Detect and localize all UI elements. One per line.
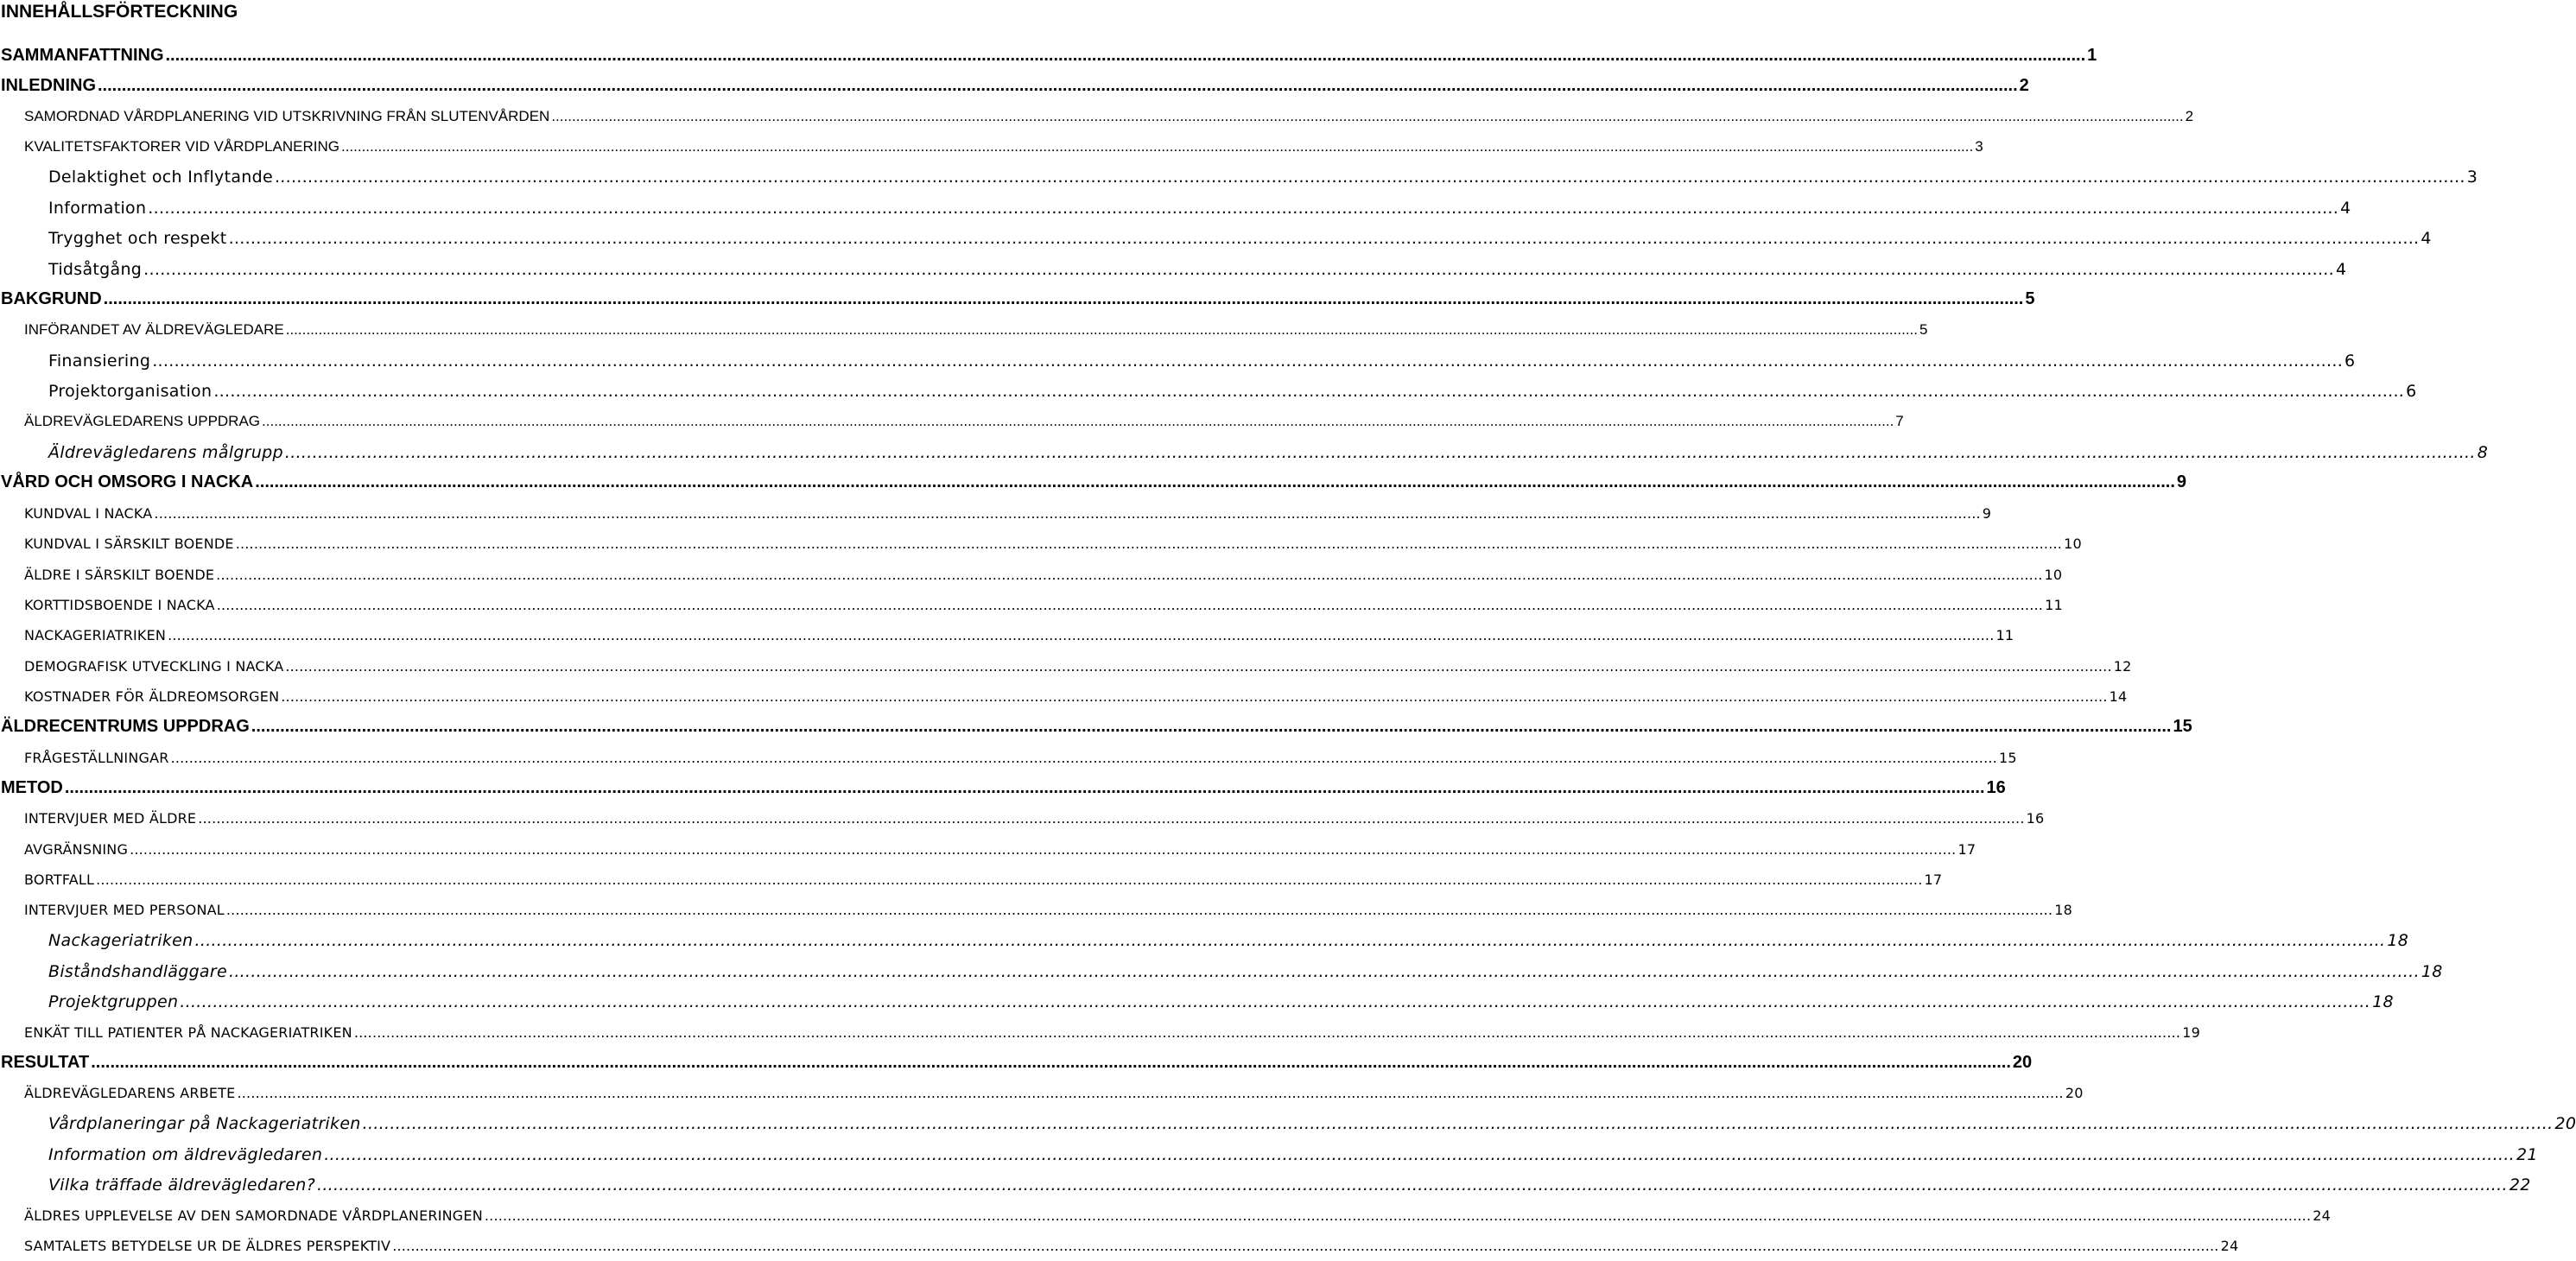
toc-entry-page-number: 16: [2026, 810, 2045, 827]
dot-leader: ................................................................................................................................................................................................................................................................................................................................................................................................................: [148, 198, 2339, 218]
toc-entry[interactable]: [24, 743, 2017, 772]
toc-entry-page-number: 18: [2372, 992, 2394, 1011]
dot-leader: ................................................................................................................................................................................................................................................................................................................................................................................................................: [284, 442, 2476, 462]
toc-entry-label: Vilka träffade äldrevägledaren?: [48, 1175, 315, 1194]
toc-entry[interactable]: [24, 407, 1904, 436]
dot-leader: ................................................................................................................................................................................................................................................................................................................................................................................................................: [255, 472, 2175, 492]
toc-entry-label: AVGRÄNSNING: [24, 840, 129, 858]
toc-entry[interactable]: [24, 1232, 2239, 1261]
toc-entry-label: RESULTAT: [1, 1053, 90, 1072]
toc-entry-page-number: 24: [2313, 1207, 2332, 1224]
toc-entry[interactable]: [24, 651, 2132, 681]
toc-entry-page-number: 20: [2065, 1085, 2084, 1102]
toc-entry-label: Projektorganisation: [48, 381, 213, 401]
toc-entry[interactable]: [24, 834, 1976, 864]
dot-leader: ................................................................................................................................................................................................................................................................................................................................................................................................................: [228, 229, 2420, 249]
toc-entry-page-number: 15: [1998, 749, 2017, 766]
toc-entry-label: ÄLDRES UPPLEVELSE AV DEN SAMORDNADE VÅRDPLANERINGEN: [24, 1207, 483, 1224]
dot-leader: ................................................................................................................................................................................................................................................................................................................................................................................................................: [96, 871, 1923, 888]
toc-entry-page-number: 11: [1995, 627, 2014, 644]
toc-entry-label: ÄLDRE I SÄRSKILT BOENDE: [24, 566, 215, 583]
toc-entry[interactable]: [48, 1170, 2531, 1200]
toc-entry-label: SAMMANFATTNING: [1, 45, 164, 65]
toc-entry[interactable]: [48, 957, 2443, 986]
dot-leader: ................................................................................................................................................................................................................................................................................................................................................................................................................: [64, 777, 1985, 797]
toc-entry-label: ÄLDREVÄGLEDARENS ARBETE: [24, 1085, 236, 1102]
toc-entry-page-number: 17: [1924, 871, 1943, 888]
dot-leader: ................................................................................................................................................................................................................................................................................................................................................................................................................: [340, 138, 1974, 155]
toc-entry[interactable]: [48, 255, 2347, 284]
toc-entry-page-number: 9: [1982, 504, 1992, 522]
toc-entry-label: Biståndshandläggare: [48, 961, 227, 981]
toc-entry-label: ÄLDREVÄGLEDARENS UPPDRAG: [24, 413, 261, 430]
dot-leader: ................................................................................................................................................................................................................................................................................................................................................................................................................: [165, 45, 2086, 65]
toc-entry-page-number: 21: [2516, 1144, 2538, 1164]
toc-entry-label: KOSTNADER FÖR ÄLDREOMSORGEN: [24, 688, 280, 705]
toc-entry-page-number: 16: [1986, 777, 2006, 797]
dot-leader: ................................................................................................................................................................................................................................................................................................................................................................................................................: [152, 351, 2344, 371]
toc-entry-page-number: 4: [2336, 259, 2347, 279]
toc-entry-page-number: 4: [2421, 229, 2432, 249]
dot-leader: ................................................................................................................................................................................................................................................................................................................................................................................................................: [285, 657, 2112, 675]
toc-entry-label: Nackageriatriken: [48, 931, 194, 951]
toc-entry[interactable]: [24, 132, 1983, 162]
toc-entry-label: BORTFALL: [24, 871, 95, 888]
toc-entry-label: INTERVJUER MED PERSONAL: [24, 902, 225, 919]
toc-entry-label: FRÅGESTÄLLNINGAR: [24, 749, 169, 766]
toc-entry[interactable]: [1, 71, 2029, 100]
page-title: INNEHÅLLSFÖRTECKNING: [1, 2, 238, 22]
toc-entry[interactable]: [1, 468, 2187, 497]
toc-entry[interactable]: [24, 560, 2063, 589]
toc-entry-label: INFÖRANDET AV ÄLDREVÄGLEDARE: [24, 321, 284, 339]
toc-entry-label: Delaktighet och Inflytande: [48, 168, 273, 187]
toc-entry[interactable]: [1, 41, 2097, 70]
toc-entry[interactable]: [48, 162, 2478, 192]
dot-leader: ................................................................................................................................................................................................................................................................................................................................................................................................................: [170, 749, 1997, 766]
toc-entry-label: ENKÄT TILL PATIENTER PÅ NACKAGERIATRIKEN: [24, 1023, 352, 1041]
toc-entry[interactable]: [1, 713, 2192, 742]
dot-leader: ................................................................................................................................................................................................................................................................................................................................................................................................................: [274, 168, 2465, 187]
toc-entry-label: KORTTIDSBOENDE I NACKA: [24, 596, 215, 613]
toc-entry-label: KUNDVAL I NACKA: [24, 504, 153, 522]
toc-entry-label: Information om äldrevägledaren: [48, 1144, 323, 1164]
toc-entry-page-number: 6: [2406, 381, 2417, 401]
dot-leader: ................................................................................................................................................................................................................................................................................................................................................................................................................: [228, 961, 2420, 981]
toc-entry-page-number: 20: [2554, 1114, 2576, 1134]
toc-entry[interactable]: [48, 1140, 2538, 1169]
toc-entry-page-number: 3: [2466, 168, 2478, 187]
toc-entry-label: Finansiering: [48, 351, 151, 371]
dot-leader: ................................................................................................................................................................................................................................................................................................................................................................................................................: [216, 596, 2044, 613]
toc-entry-label: Äldrevägledarens målgrupp: [48, 442, 283, 462]
toc-entry-label: ÄLDRECENTRUMS UPPDRAG: [1, 717, 250, 737]
toc-entry[interactable]: [24, 1079, 2084, 1108]
toc-entry-page-number: 3: [1975, 138, 1983, 155]
toc-entry-page-number: 18: [2054, 902, 2073, 919]
dot-leader: ................................................................................................................................................................................................................................................................................................................................................................................................................: [154, 504, 1981, 522]
dot-leader: ................................................................................................................................................................................................................................................................................................................................................................................................................: [353, 1023, 2181, 1041]
toc-entry-page-number: 2: [2185, 107, 2194, 124]
toc-entry-page-number: 5: [2025, 289, 2035, 309]
toc-entry[interactable]: [24, 1201, 2332, 1230]
toc-entry-label: Projektgruppen: [48, 992, 179, 1011]
toc-entry[interactable]: [24, 896, 2073, 925]
toc-entry-label: Vårdplaneringar på Nackageriatriken: [48, 1114, 361, 1134]
toc-entry-label: VÅRD OCH OMSORG I NACKA: [1, 472, 254, 492]
toc-entry[interactable]: [48, 224, 2432, 253]
toc-entry-page-number: 22: [2509, 1175, 2531, 1194]
toc-entry-page-number: 10: [2044, 566, 2063, 583]
toc-entry-page-number: 7: [1895, 413, 1904, 430]
toc-entry-label: SAMTALETS BETYDELSE UR DE ÄLDRES PERSPEKTIV: [24, 1238, 391, 1255]
toc-entry-page-number: 5: [1919, 321, 1928, 339]
dot-leader: ................................................................................................................................................................................................................................................................................................................................................................................................................: [91, 1053, 2011, 1072]
dot-leader: ................................................................................................................................................................................................................................................................................................................................................................................................................: [235, 535, 2063, 553]
dot-leader: ................................................................................................................................................................................................................................................................................................................................................................................................................: [484, 1207, 2312, 1224]
dot-leader: ................................................................................................................................................................................................................................................................................................................................................................................................................: [194, 931, 2386, 951]
toc-entry[interactable]: [24, 681, 2128, 711]
toc-entry[interactable]: [24, 315, 1928, 345]
toc-entry-page-number: 12: [2113, 657, 2132, 675]
toc-entry-label: NACKAGERIATRIKEN: [24, 627, 167, 644]
toc-entry[interactable]: [48, 193, 2351, 223]
dot-leader: ................................................................................................................................................................................................................................................................................................................................................................................................................: [168, 627, 1995, 644]
toc-entry-page-number: 19: [2182, 1023, 2200, 1041]
toc-entry[interactable]: [24, 529, 2082, 559]
toc-entry-page-number: 1: [2087, 45, 2097, 65]
dot-leader: ................................................................................................................................................................................................................................................................................................................................................................................................................: [237, 1085, 2064, 1102]
dot-leader: ................................................................................................................................................................................................................................................................................................................................................................................................................: [251, 717, 2172, 737]
toc-entry-page-number: 10: [2064, 535, 2082, 553]
dot-leader: ................................................................................................................................................................................................................................................................................................................................................................................................................: [551, 107, 2184, 124]
toc-entry-page-number: 18: [2387, 931, 2409, 951]
toc-entry-page-number: 20: [2012, 1053, 2033, 1072]
toc-entry[interactable]: [1, 285, 2035, 314]
dot-leader: ................................................................................................................................................................................................................................................................................................................................................................................................................: [180, 992, 2371, 1011]
toc-entry-label: METOD: [1, 777, 63, 797]
toc-entry[interactable]: [48, 1109, 2576, 1138]
toc-entry-label: INLEDNING: [1, 75, 96, 95]
dot-leader: ................................................................................................................................................................................................................................................................................................................................................................................................................: [198, 810, 2025, 827]
toc-entry[interactable]: [24, 621, 2014, 650]
toc-entry-page-number: 15: [2173, 717, 2192, 737]
toc-entry-label: SAMORDNAD VÅRDPLANERING VID UTSKRIVNING FRÅN SLUTENVÅRDEN: [24, 107, 550, 124]
toc-entry-page-number: 14: [2109, 688, 2128, 705]
toc-entry[interactable]: [1, 1049, 2033, 1078]
toc-entry-page-number: 9: [2176, 472, 2187, 492]
dot-leader: ................................................................................................................................................................................................................................................................................................................................................................................................................: [262, 413, 1894, 430]
dot-leader: ................................................................................................................................................................................................................................................................................................................................................................................................................: [143, 259, 2334, 279]
toc-entry-label: DEMOGRAFISK UTVECKLING I NACKA: [24, 657, 284, 675]
dot-leader: ................................................................................................................................................................................................................................................................................................................................................................................................................: [317, 1175, 2508, 1194]
toc-entry-page-number: 11: [2045, 596, 2063, 613]
toc-entry-page-number: 2: [2019, 75, 2029, 95]
toc-entry[interactable]: [1, 773, 2006, 802]
toc-entry[interactable]: [48, 377, 2417, 406]
toc-entry[interactable]: [24, 498, 1992, 528]
toc-entry[interactable]: [48, 987, 2394, 1017]
toc-entry-label: Tidsåtgång: [48, 259, 143, 279]
toc-entry-label: Information: [48, 198, 147, 218]
dot-leader: ................................................................................................................................................................................................................................................................................................................................................................................................................: [324, 1144, 2516, 1164]
toc-entry-label: INTERVJUER MED ÄLDRE: [24, 810, 197, 827]
toc-entry-label: Trygghet och respekt: [48, 229, 227, 249]
toc-entry[interactable]: [24, 102, 2194, 131]
toc-entry[interactable]: [24, 865, 1943, 895]
dot-leader: ................................................................................................................................................................................................................................................................................................................................................................................................................: [392, 1238, 2219, 1255]
dot-leader: ................................................................................................................................................................................................................................................................................................................................................................................................................: [213, 381, 2405, 401]
dot-leader: ................................................................................................................................................................................................................................................................................................................................................................................................................: [216, 566, 2043, 583]
dot-leader: ................................................................................................................................................................................................................................................................................................................................................................................................................: [98, 75, 2018, 95]
toc-entry[interactable]: [48, 926, 2409, 955]
toc-entry[interactable]: [24, 590, 2063, 619]
toc-entry-page-number: 17: [1957, 840, 1976, 858]
toc-entry-page-number: 18: [2421, 961, 2443, 981]
toc-entry-label: BAKGRUND: [1, 289, 102, 309]
toc-entry[interactable]: [24, 804, 2045, 833]
toc-entry[interactable]: [24, 1017, 2200, 1047]
toc-entry-page-number: 24: [2220, 1238, 2239, 1255]
dot-leader: ................................................................................................................................................................................................................................................................................................................................................................................................................: [225, 902, 2053, 919]
toc-entry[interactable]: [48, 346, 2356, 376]
dot-leader: ................................................................................................................................................................................................................................................................................................................................................................................................................: [103, 289, 2024, 309]
toc-entry-label: KVALITETSFAKTORER VID VÅRDPLANERING: [24, 138, 339, 155]
dot-leader: ................................................................................................................................................................................................................................................................................................................................................................................................................: [362, 1114, 2554, 1134]
toc-entry-page-number: 4: [2340, 198, 2351, 218]
dot-leader: ................................................................................................................................................................................................................................................................................................................................................................................................................: [281, 688, 2108, 705]
toc-entry-page-number: 6: [2344, 351, 2356, 371]
toc-entry-label: KUNDVAL I SÄRSKILT BOENDE: [24, 535, 234, 553]
toc-entry[interactable]: [48, 438, 2489, 467]
dot-leader: ................................................................................................................................................................................................................................................................................................................................................................................................................: [285, 321, 1918, 339]
toc-entry-page-number: 8: [2477, 442, 2489, 462]
dot-leader: ................................................................................................................................................................................................................................................................................................................................................................................................................: [130, 840, 1957, 858]
